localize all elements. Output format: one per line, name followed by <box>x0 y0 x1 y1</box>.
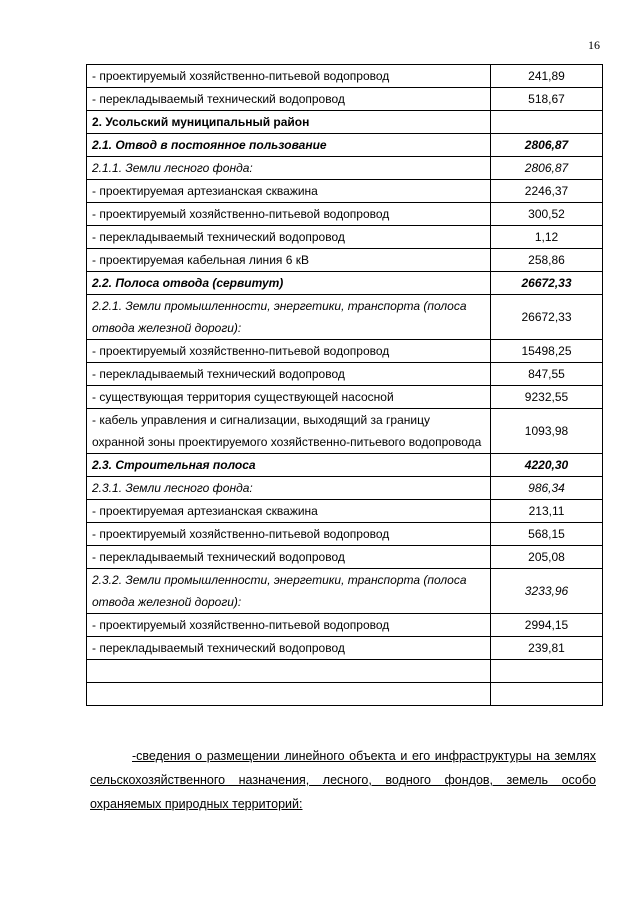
row-value: 15498,25 <box>491 340 603 363</box>
table-row <box>87 569 603 614</box>
table-row <box>87 409 603 454</box>
table-row <box>87 500 603 523</box>
row-label: 2.1. Отвод в постоянное пользование <box>87 134 491 157</box>
table-row <box>87 295 603 340</box>
row-label: - перекладываемый технический водопровод <box>87 88 491 111</box>
row-value: 3233,96 <box>491 569 603 614</box>
page-number: 16 <box>588 38 600 52</box>
table-row <box>87 637 603 660</box>
row-label: - проектируемый хозяйственно-питьевой водопровод <box>87 523 491 546</box>
row-value: 847,55 <box>491 363 603 386</box>
row-value <box>491 111 603 134</box>
footer-paragraph: -сведения о размещении линейного объекта и его инфраструктуры на землях сельскохозяйственного назначения, лесного, водного фондов, земель особо охраняемых природных территорий: <box>90 749 596 811</box>
row-label: - кабель управления и сигнализации, выходящий за границу охранной зоны проектируемого хозяйственно-питьевого водопровода <box>87 409 491 454</box>
row-label: - проектируемый хозяйственно-питьевой водопровод <box>87 203 491 226</box>
row-label: 2.3.1. Земли лесного фонда: <box>87 477 491 500</box>
table-row <box>87 203 603 226</box>
row-label: - перекладываемый технический водопровод <box>87 363 491 386</box>
row-value: 26672,33 <box>491 295 603 340</box>
row-label: - перекладываемый технический водопровод <box>87 546 491 569</box>
row-label: - перекладываемый технический водопровод <box>87 226 491 249</box>
row-value: 300,52 <box>491 203 603 226</box>
table-row <box>87 88 603 111</box>
table-row <box>87 660 603 683</box>
row-value: 518,67 <box>491 88 603 111</box>
row-value: 986,34 <box>491 477 603 500</box>
row-label: 2.3.2. Земли промышленности, энергетики, транспорта (полоса отвода железной дороги): <box>87 569 491 614</box>
row-label: 2.2. Полоса отвода (сервитут) <box>87 272 491 295</box>
row-label: - существующая территория существующей насосной <box>87 386 491 409</box>
table-row <box>87 157 603 180</box>
row-label: 2.3. Строительная полоса <box>87 454 491 477</box>
row-value: 2246,37 <box>491 180 603 203</box>
row-value: 1,12 <box>491 226 603 249</box>
row-value: 213,11 <box>491 500 603 523</box>
table-row <box>87 249 603 272</box>
row-label: - проектируемый хозяйственно-питьевой водопровод <box>87 340 491 363</box>
table-row <box>87 272 603 295</box>
row-label: - проектируемая артезианская скважина <box>87 500 491 523</box>
row-label <box>87 660 491 683</box>
table-row <box>87 614 603 637</box>
table-row <box>87 546 603 569</box>
table-row <box>87 111 603 134</box>
table-row <box>87 386 603 409</box>
table-row <box>87 134 603 157</box>
row-value: 239,81 <box>491 637 603 660</box>
row-label: - проектируемая кабельная линия 6 кВ <box>87 249 491 272</box>
table-row <box>87 454 603 477</box>
table-row <box>87 477 603 500</box>
row-label <box>87 683 491 706</box>
row-value: 1093,98 <box>491 409 603 454</box>
row-value: 4220,30 <box>491 454 603 477</box>
table-body <box>87 65 603 706</box>
table-row <box>87 523 603 546</box>
row-value: 2806,87 <box>491 157 603 180</box>
row-label: 2.2.1. Земли промышленности, энергетики, транспорта (полоса отвода железной дороги): <box>87 295 491 340</box>
row-value: 241,89 <box>491 65 603 88</box>
row-value: 568,15 <box>491 523 603 546</box>
row-label: 2.1.1. Земли лесного фонда: <box>87 157 491 180</box>
row-label: - проектируемый хозяйственно-питьевой водопровод <box>87 614 491 637</box>
row-label: - проектируемый хозяйственно-питьевой водопровод <box>87 65 491 88</box>
table-row <box>87 226 603 249</box>
row-label: 2. Усольский муниципальный район <box>87 111 491 134</box>
table-row <box>87 363 603 386</box>
table-row <box>87 340 603 363</box>
row-value <box>491 683 603 706</box>
row-label: - проектируемая артезианская скважина <box>87 180 491 203</box>
row-value: 2806,87 <box>491 134 603 157</box>
row-value: 2994,15 <box>491 614 603 637</box>
row-value <box>491 660 603 683</box>
row-value: 258,86 <box>491 249 603 272</box>
row-value: 9232,55 <box>491 386 603 409</box>
table-row <box>87 683 603 706</box>
table-row <box>87 65 603 88</box>
row-label: - перекладываемый технический водопровод <box>87 637 491 660</box>
row-value: 26672,33 <box>491 272 603 295</box>
row-value: 205,08 <box>491 546 603 569</box>
land-area-table <box>86 64 603 706</box>
table-row <box>87 180 603 203</box>
